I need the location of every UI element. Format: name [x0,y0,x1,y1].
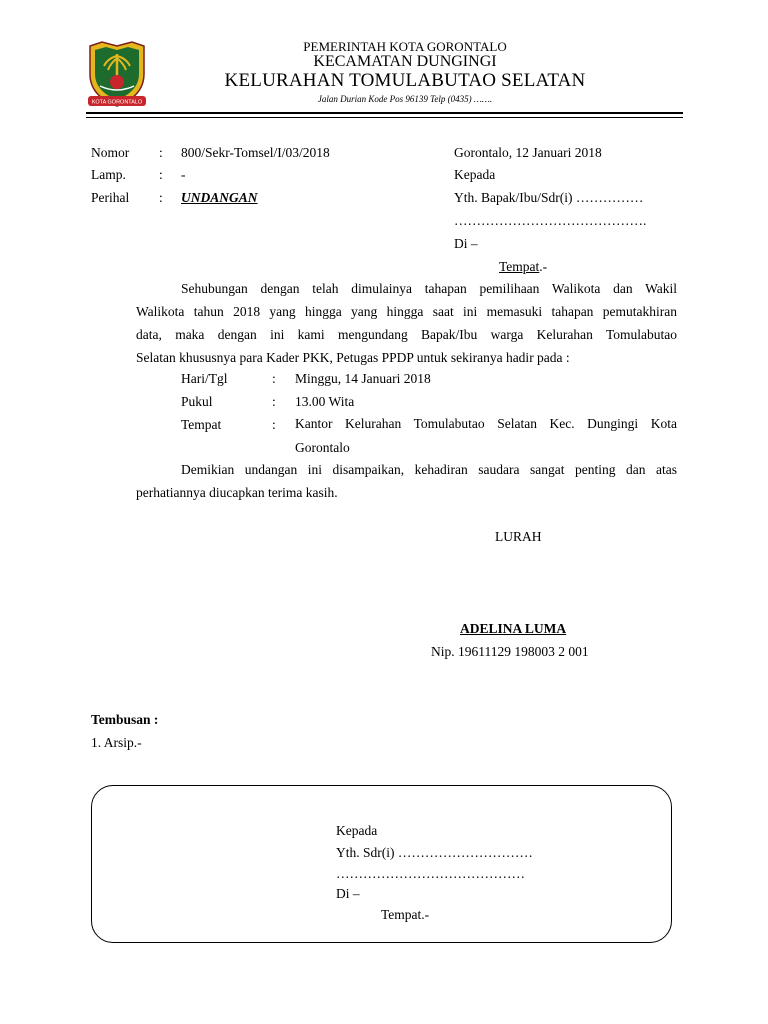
signature-nip: Nip. 19611129 198003 2 001 [431,644,589,659]
lamp-label: Lamp. [91,167,126,182]
recipient-yth: Yth. Bapak/Ibu/Sdr(i) …………… [454,190,644,205]
tembusan-label: Tembusan : [91,712,159,727]
recipient-tempat-word: Tempat [499,259,540,274]
tempat-label: Tempat [181,417,222,432]
tempat-value-line1: Kantor Kelurahan Tomulabutao Selatan Kec. Dungingi Kota [295,416,677,431]
hari-label: Hari/Tgl [181,371,228,386]
body-p1-line2: Walikota tahun 2018 yang hingga yang hingga saat ini memasuki tahapan pemutakhiran [136,304,677,319]
nomor-label: Nomor [91,145,130,160]
envelope-yth: Yth. Sdr(i) ………………………… [336,845,533,860]
signature-title: LURAH [495,529,542,544]
recipient-kepada: Kepada [454,167,496,182]
tempat-value-line2: Gorontalo [295,440,350,455]
lamp-value: - [181,167,186,182]
envelope-kepada: Kepada [336,823,378,838]
nomor-colon: : [159,145,163,160]
recipient-tempat-suffix: .- [539,259,548,274]
perihal-value: UNDANGAN [181,190,258,205]
header-rule-thick [86,112,683,114]
header-rule-thin [86,117,683,118]
recipient-tempat [499,259,547,275]
perihal-colon: : [159,190,163,205]
signature-name: ADELINA LUMA [460,621,567,636]
hari-value: Minggu, 14 Januari 2018 [295,371,431,386]
hari-colon: : [272,371,276,386]
envelope-tempat: Tempat.- [381,907,430,922]
body-p1-line4: Selatan khususnya para Kader PKK, Petugas PPDP untuk sekiranya hadir pada : [136,350,570,365]
nomor-value: 800/Sekr-Tomsel/I/03/2018 [181,145,330,160]
body-p1-line1: Sehubungan dengan telah dimulainya tahapan pemilihaan Walikota dan Wakil [181,281,677,296]
lamp-colon: : [159,167,163,182]
pukul-value: 13.00 Wita [295,394,355,409]
header-village: KELURAHAN TOMULABUTAO SELATAN [224,70,586,91]
header-address: Jalan Durian Kode Pos 96139 Telp (0435) ……. [317,94,493,104]
body-p2-line1: Demikian undangan ini disampaikan, kehadiran saudara sangat penting dan atas [181,462,677,477]
tembusan-item: 1. Arsip.- [91,735,142,750]
svg-text:KOTA GORONTALO: KOTA GORONTALO [91,99,143,106]
pukul-label: Pukul [181,394,213,409]
city-emblem-logo [86,40,148,110]
recipient-di: Di – [454,236,478,251]
tempat-colon: : [272,417,276,432]
letter-date: Gorontalo, 12 Januari 2018 [454,145,602,160]
body-p1-line3: data, maka dengan ini kami mengundang Bapak/Ibu warga Kelurahan Tomulabutao [136,327,677,342]
recipient-dots: ……………………………………. [454,213,647,228]
perihal-label: Perihal [91,190,130,205]
body-p2-line2: perhatiannya diucapkan terima kasih. [136,485,338,500]
header-government: PEMERINTAH KOTA GORONTALO [303,39,507,54]
header-district: KECAMATAN DUNGINGI [313,53,497,70]
pukul-colon: : [272,394,276,409]
envelope-di: Di – [336,886,360,901]
envelope-dots: …………………………………… [336,866,525,881]
